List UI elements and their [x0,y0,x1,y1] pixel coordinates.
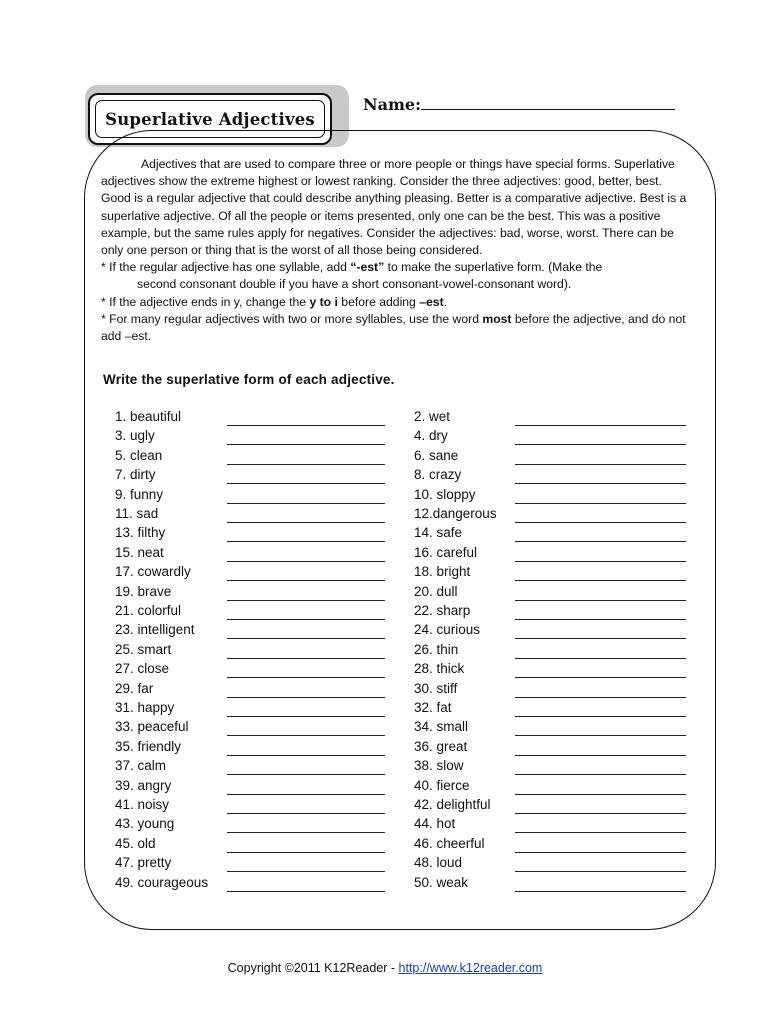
answer-line[interactable] [515,735,686,736]
exercise-item: 4. dry [414,428,448,444]
answer-line[interactable] [515,561,686,562]
answer-line[interactable] [515,541,686,542]
answer-line[interactable] [227,697,385,698]
answer-line[interactable] [515,813,686,814]
answer-line[interactable] [227,755,385,756]
name-blank-line [421,95,675,110]
exercise-item: 6. sane [414,447,459,463]
exercise-item: 16. careful [414,544,478,560]
answer-line[interactable] [515,483,686,484]
answer-line[interactable] [515,619,686,620]
answer-line[interactable] [515,871,686,872]
answer-line[interactable] [515,444,686,445]
answer-line[interactable] [227,677,385,678]
exercise-item: 42. delightful [414,797,491,812]
rule-one-text: * If the regular adjective has one syllable, add [101,260,351,275]
instruction-heading: Write the superlative form of each adjective. [103,372,395,387]
answer-line[interactable] [227,483,385,484]
exercise-item: 49. courageous [115,874,209,890]
exercise-item: 27. close [115,661,170,677]
answer-line[interactable] [227,658,385,659]
exercise-item: 50. weak [414,874,469,890]
rule-two-suffix: –est [419,294,444,309]
rule-two [101,294,691,311]
answer-line[interactable] [227,813,385,814]
answer-line[interactable] [227,832,385,833]
answer-line[interactable] [515,600,686,601]
answer-line[interactable] [227,464,385,465]
answer-line[interactable] [227,561,385,562]
exercise-item: 47. pretty [115,855,172,871]
exercise-item: 9. funny [115,486,164,502]
exercise-item: 24. curious [414,622,481,638]
rule-one-text-end: to make the superlative form. (Make the [384,260,603,275]
exercise-item: 37. calm [115,758,167,774]
exercise-item: 44. hot [414,816,456,832]
rule-one-continued: second consonant double if you have a short consonant-vowel-consonant word). [137,277,572,292]
intro-paragraph: Adjectives that are used to compare three or more people or things have special forms. Superlative adjectives show the extreme highest or lowest ranking. Consider the three adjectives: good, better, best. Good is a regular adjective that could describe anything pleasing. Better is a comparative adjective. Best is a superlative adjective. Of all the people or items presented, only one can be the best. This was a positive example, but the same rules apply for negatives. Consider the adjectives: bad, worse, worst. There can be only one person or thing that is the worst of all those being considered. [101,157,687,258]
exercise-item: 11. sad [115,506,159,521]
answer-line[interactable] [515,697,686,698]
exercise-item: 23. intelligent [115,622,195,638]
exercise-item: 3. ugly [115,428,155,444]
exercise-item: 14. safe [414,525,463,541]
answer-line[interactable] [515,852,686,853]
exercise-item: 35. friendly [115,738,182,754]
exercise-item: 7. dirty [115,467,156,483]
answer-line[interactable] [515,755,686,756]
exercise-item: 30. stiff [414,680,458,696]
exercise-item: 28. thick [414,661,465,677]
answer-line[interactable] [515,716,686,717]
exercise-item: 41. noisy [115,797,170,812]
answer-line[interactable] [515,677,686,678]
rule-three-bold-word: most [482,311,512,326]
rule-one-suffix: “-est” [350,260,385,275]
answer-line[interactable] [227,425,385,426]
rule-two-bold-change: y to i [309,294,338,309]
answer-line[interactable] [515,522,686,523]
exercise-item: 45. old [115,835,156,851]
answer-line[interactable] [515,503,686,504]
answer-line[interactable] [515,580,686,581]
exercise-item: 18. bright [414,564,471,580]
answer-line[interactable] [227,619,385,620]
exercise-item: 12.dangerous [414,506,497,521]
page-title: Superlative Adjectives [105,109,315,129]
answer-line[interactable] [227,891,385,892]
exercise-item: 25. smart [115,641,172,657]
exercise-item: 22. sharp [414,603,471,618]
answer-line[interactable] [227,871,385,872]
exercise-item: 38. slow [414,758,464,774]
answer-line[interactable] [515,638,686,639]
exercise-item: 33. peaceful [115,719,189,735]
answer-line[interactable] [227,600,385,601]
exercise-item: 32. fat [414,700,452,715]
exercise-item: 2. wet [414,409,451,424]
exercise-item: 10. sloppy [414,486,476,502]
answer-line[interactable] [515,464,686,465]
exercise-item: 39. angry [115,777,172,793]
exercise-item: 43. young [115,816,175,832]
exercise-item: 21. colorful [115,603,182,618]
exercise-item: 15. neat [115,544,164,560]
footer [0,961,770,975]
rule-one [101,259,691,276]
answer-line[interactable] [227,503,385,504]
exercise-item: 48. loud [414,855,463,871]
answer-line[interactable] [227,522,385,523]
exercise-item: 36. great [414,738,468,754]
exercise-item: 40. fierce [414,777,470,793]
answer-line[interactable] [227,774,385,775]
answer-line[interactable] [227,852,385,853]
exercise-item: 29. far [115,680,154,696]
intro-text [101,156,691,345]
exercise-item: 17. cowardly [115,564,191,580]
answer-line[interactable] [515,891,686,892]
exercise-item: 1. beautiful [115,409,182,424]
name-label: Name: [363,95,422,114]
answer-line[interactable] [227,638,385,639]
rule-two-end: . [443,294,448,309]
answer-line[interactable] [227,580,385,581]
rule-three [101,311,691,345]
rule-two-text: * If the adjective ends in y, change the [101,294,310,309]
answer-line[interactable] [227,444,385,445]
exercise-item: 46. cheerful [414,835,485,851]
answer-line[interactable] [227,716,385,717]
answer-line[interactable] [227,735,385,736]
exercise-item: 13. filthy [115,525,166,541]
exercise-item: 26. thin [414,641,459,657]
exercise-item: 34. small [414,719,469,735]
copyright-text: Copyright ©2011 K12Reader - [227,961,399,975]
exercise-item: 20. dull [414,583,458,599]
answer-line[interactable] [227,541,385,542]
answer-line[interactable] [227,794,385,795]
exercise-item: 5. clean [115,447,163,463]
answer-line[interactable] [515,794,686,795]
exercise-item: 31. happy [115,700,175,715]
exercise-item: 19. brave [115,583,172,599]
answer-line[interactable] [515,774,686,775]
answer-line[interactable] [515,658,686,659]
rule-three-text: * For many regular adjectives with two or more syllables, use the word [101,311,483,326]
answer-line[interactable] [515,425,686,426]
answer-line[interactable] [515,832,686,833]
name-field [363,95,675,114]
rule-three-text-end: before the adjective, and do not add –est. [101,311,686,344]
rule-two-text-mid: before adding [337,294,420,309]
k12reader-link[interactable]: http://www.k12reader.com [398,961,543,975]
exercise-item: 8. crazy [414,467,462,483]
